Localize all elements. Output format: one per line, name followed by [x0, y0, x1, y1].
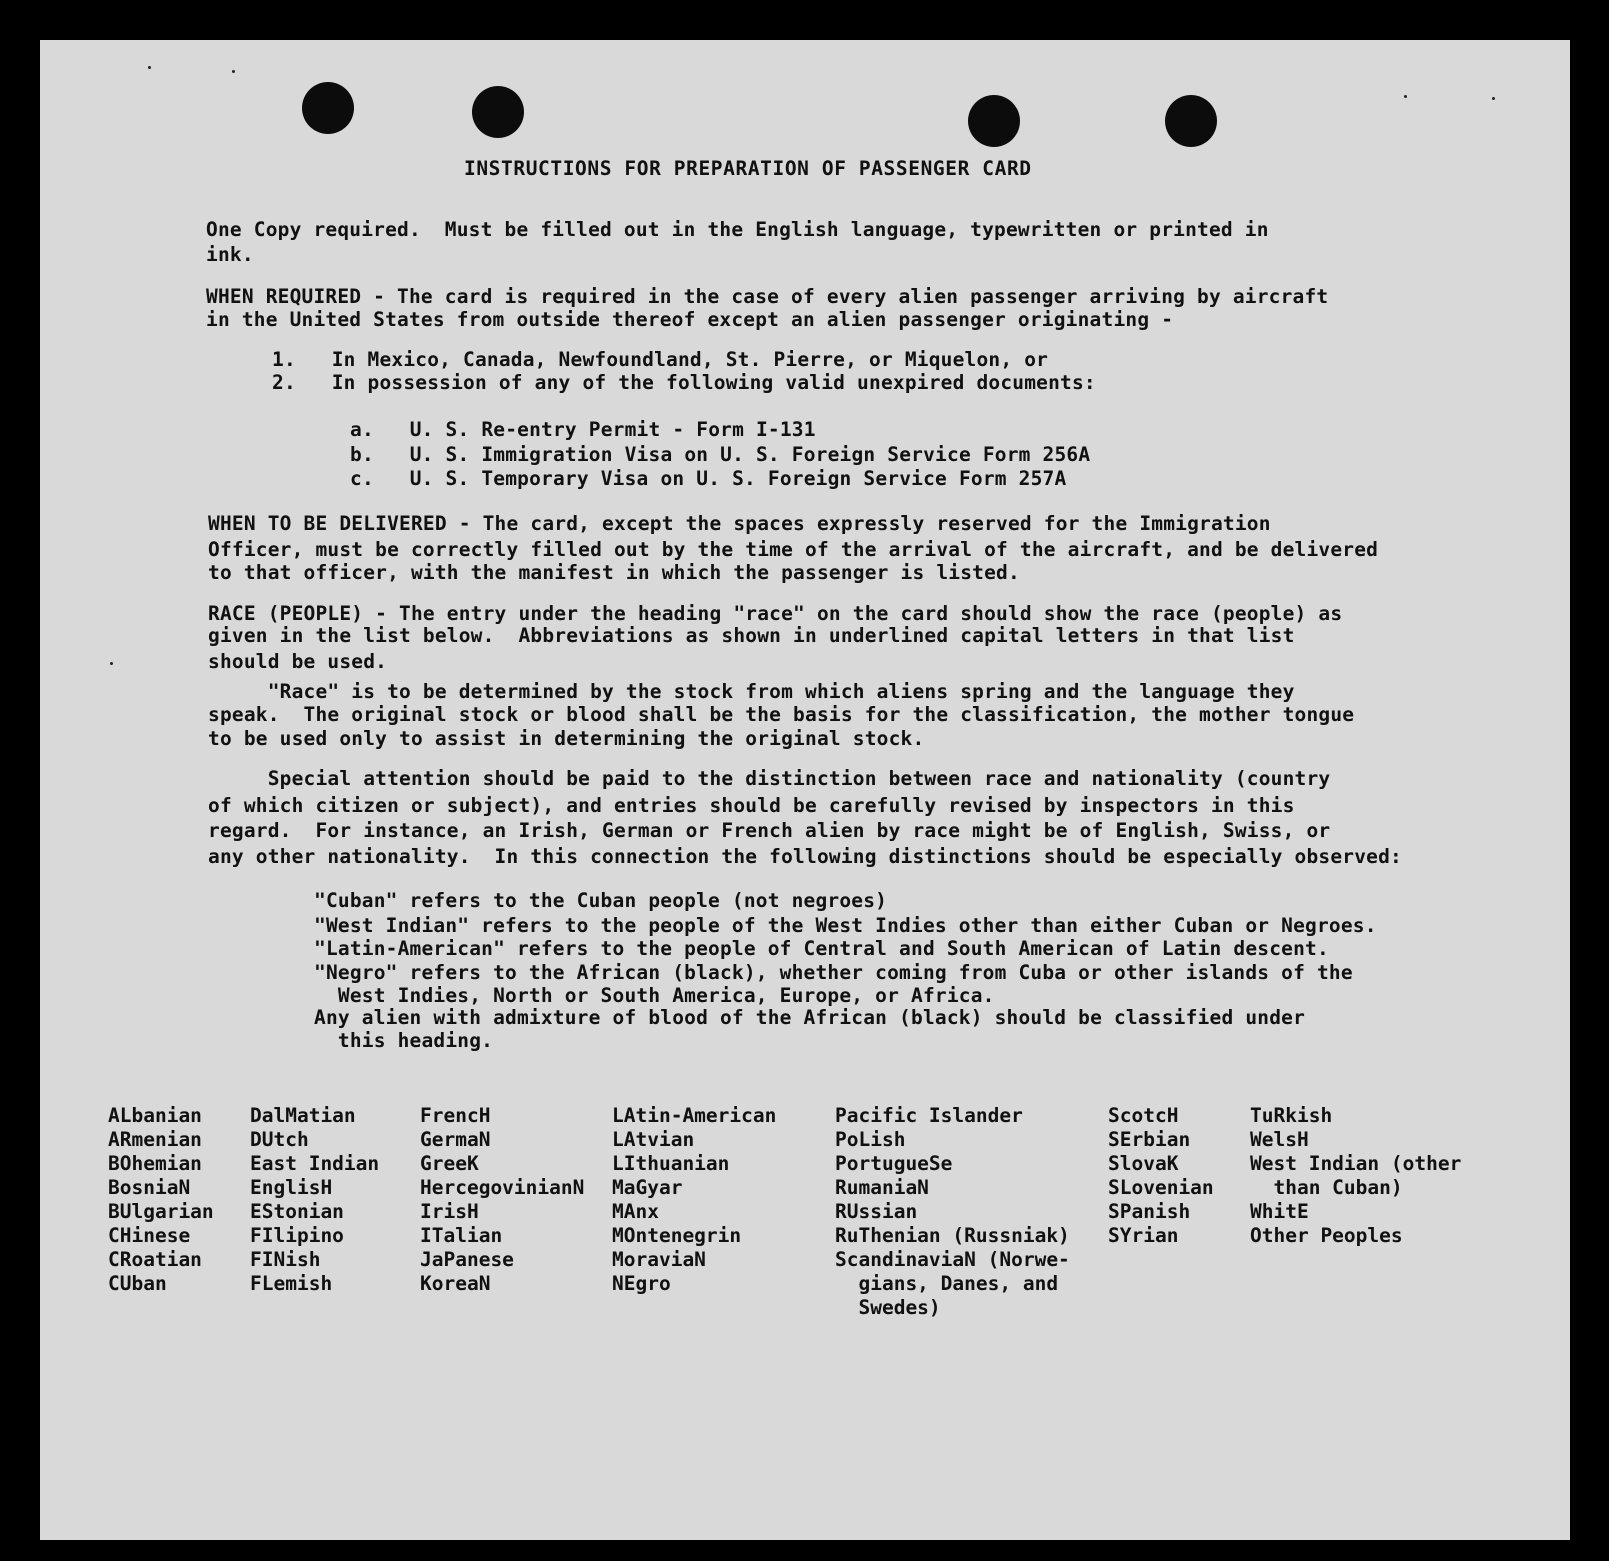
race-entry: CRoatian: [108, 1248, 202, 1271]
race-entry: Pacific Islander: [835, 1104, 1023, 1127]
race-determined-line: speak. The original stock or blood shall be the basis for the classification, the mother tongue: [208, 703, 1355, 726]
race-entry: EStonian: [250, 1200, 344, 1223]
race-entry: LIthuanian: [612, 1152, 730, 1175]
when-required-line: in the United States from outside thereof except an alien passenger originating -: [206, 308, 1174, 331]
special-attention-line: of which citizen or subject), and entries should be carefully revised by inspectors in this: [208, 794, 1295, 817]
race-entry: BosniaN: [108, 1176, 191, 1199]
race-entry: ALbanian: [108, 1104, 202, 1127]
race-column: [420, 1104, 584, 1296]
race-column: [835, 1104, 1070, 1320]
special-attention-line: Special attention should be paid to the distinction between race and nationality (country: [208, 767, 1331, 790]
when-delivered-line: to that officer, with the manifest in which the passenger is listed.: [208, 561, 1020, 584]
race-entry: FINish: [250, 1248, 321, 1271]
race-entry: Swedes): [835, 1296, 941, 1319]
race-entry: WelsH: [1250, 1128, 1309, 1151]
numbered-item: 2. In possession of any of the following valid unexpired documents:: [272, 371, 1096, 394]
race-determined-line: to be used only to assist in determining the original stock.: [208, 727, 925, 750]
distinction-line: "Cuban" refers to the Cuban people (not negroes): [314, 889, 888, 912]
numbered-item: 1. In Mexico, Canada, Newfoundland, St. Pierre, or Miquelon, or: [272, 348, 1049, 371]
race-entry: ARmenian: [108, 1128, 202, 1151]
race-entry: CUban: [108, 1272, 167, 1295]
race-entry: ScandinaviaN (Norwe-: [835, 1248, 1070, 1271]
race-entry: SPanish: [1108, 1200, 1191, 1223]
race-entry: FrencH: [420, 1104, 491, 1127]
race-entry: ScotcH: [1108, 1104, 1179, 1127]
race-people-line: given in the list below. Abbreviations as shown in underlined capital letters in that list: [208, 624, 1295, 647]
page-title: INSTRUCTIONS FOR PREPARATION OF PASSENGER CARD: [464, 157, 1032, 180]
race-entry: RumaniaN: [835, 1176, 929, 1199]
special-attention-line: regard. For instance, an Irish, German or French alien by race might be of English, Swiss, or: [208, 819, 1331, 842]
race-people-line: RACE (PEOPLE) - The entry under the heading "race" on the card should show the race (people) as: [208, 602, 1343, 625]
race-entry: ITalian: [420, 1224, 503, 1247]
race-column: [250, 1104, 379, 1296]
distinction-line: "West Indian" refers to the people of the West Indies other than either Cuban or Negroes.: [314, 914, 1377, 937]
race-entry: gians, Danes, and: [835, 1272, 1059, 1295]
race-entry: BOhemian: [108, 1152, 202, 1175]
race-entry: MOntenegrin: [612, 1224, 742, 1247]
document-text: [40, 40, 1570, 1540]
race-entry: MoraviaN: [612, 1248, 706, 1271]
race-entry: IrisH: [420, 1200, 479, 1223]
race-entry: RuThenian (Russniak): [835, 1224, 1070, 1247]
race-column: [1108, 1104, 1214, 1248]
race-entry: FIlipino: [250, 1224, 344, 1247]
race-column: [1250, 1104, 1461, 1248]
when-delivered-line: WHEN TO BE DELIVERED - The card, except the spaces expressly reserved for the Immigration: [208, 512, 1271, 535]
race-entry: West Indian (other: [1250, 1152, 1462, 1175]
race-people-line: should be used.: [208, 650, 388, 673]
race-entry: KoreaN: [420, 1272, 491, 1295]
race-entry: HercegovinianN: [420, 1176, 585, 1199]
document-page: [40, 40, 1570, 1540]
race-determined-line: "Race" is to be determined by the stock from which aliens spring and the language they: [208, 680, 1295, 703]
race-entry: SYrian: [1108, 1224, 1179, 1247]
race-entry: East Indian: [250, 1152, 380, 1175]
race-entry: LAtin-American: [612, 1104, 777, 1127]
race-entry: SLovenian: [1108, 1176, 1214, 1199]
intro-line: One Copy required. Must be filled out in the English language, typewritten or printed in: [206, 218, 1269, 241]
race-entry: LAtvian: [612, 1128, 695, 1151]
race-entry: SErbian: [1108, 1128, 1191, 1151]
distinction-line: "Latin-American" refers to the people of Central and South American of Latin descent.: [314, 937, 1329, 960]
lettered-item: b. U. S. Immigration Visa on U. S. Foreign Service Form 256A: [350, 443, 1091, 466]
race-entry: FLemish: [250, 1272, 333, 1295]
race-entry: GermaN: [420, 1128, 491, 1151]
when-required-line: WHEN REQUIRED - The card is required in the case of every alien passenger arriving by aircraft: [206, 285, 1329, 308]
race-entry: SlovaK: [1108, 1152, 1179, 1175]
intro-line: ink.: [206, 243, 254, 266]
race-column: [108, 1104, 214, 1296]
race-entry: MaGyar: [612, 1176, 683, 1199]
distinction-line: West Indies, North or South America, Europe, or Africa.: [314, 984, 995, 1007]
lettered-item: a. U. S. Re-entry Permit - Form I-131: [350, 418, 816, 441]
race-entry: DalMatian: [250, 1104, 356, 1127]
race-entry: RUssian: [835, 1200, 918, 1223]
race-entry: CHinese: [108, 1224, 191, 1247]
race-entry: MAnx: [612, 1200, 659, 1223]
race-entry: WhitE: [1250, 1200, 1309, 1223]
distinction-line: Any alien with admixture of blood of the African (black) should be classified under: [314, 1006, 1306, 1029]
race-entry: JaPanese: [420, 1248, 514, 1271]
distinction-line: this heading.: [314, 1029, 494, 1052]
race-entry: DUtch: [250, 1128, 309, 1151]
race-entry: EnglisH: [250, 1176, 333, 1199]
race-entry: than Cuban): [1250, 1176, 1403, 1199]
race-entry: PoLish: [835, 1128, 906, 1151]
race-entry: TuRkish: [1250, 1104, 1333, 1127]
race-entry: Other Peoples: [1250, 1224, 1403, 1247]
special-attention-line: any other nationality. In this connection the following distinctions should be especially observed:: [208, 845, 1402, 868]
race-entry: NEgro: [612, 1272, 671, 1295]
race-entry: GreeK: [420, 1152, 479, 1175]
race-entry: PortugueSe: [835, 1152, 953, 1175]
race-column: [612, 1104, 776, 1296]
distinction-line: "Negro" refers to the African (black), whether coming from Cuba or other islands of the: [314, 961, 1353, 984]
lettered-item: c. U. S. Temporary Visa on U. S. Foreign Service Form 257A: [350, 467, 1067, 490]
race-entry: BUlgarian: [108, 1200, 214, 1223]
when-delivered-line: Officer, must be correctly filled out by the time of the arrival of the aircraft, and be delivered: [208, 538, 1379, 561]
